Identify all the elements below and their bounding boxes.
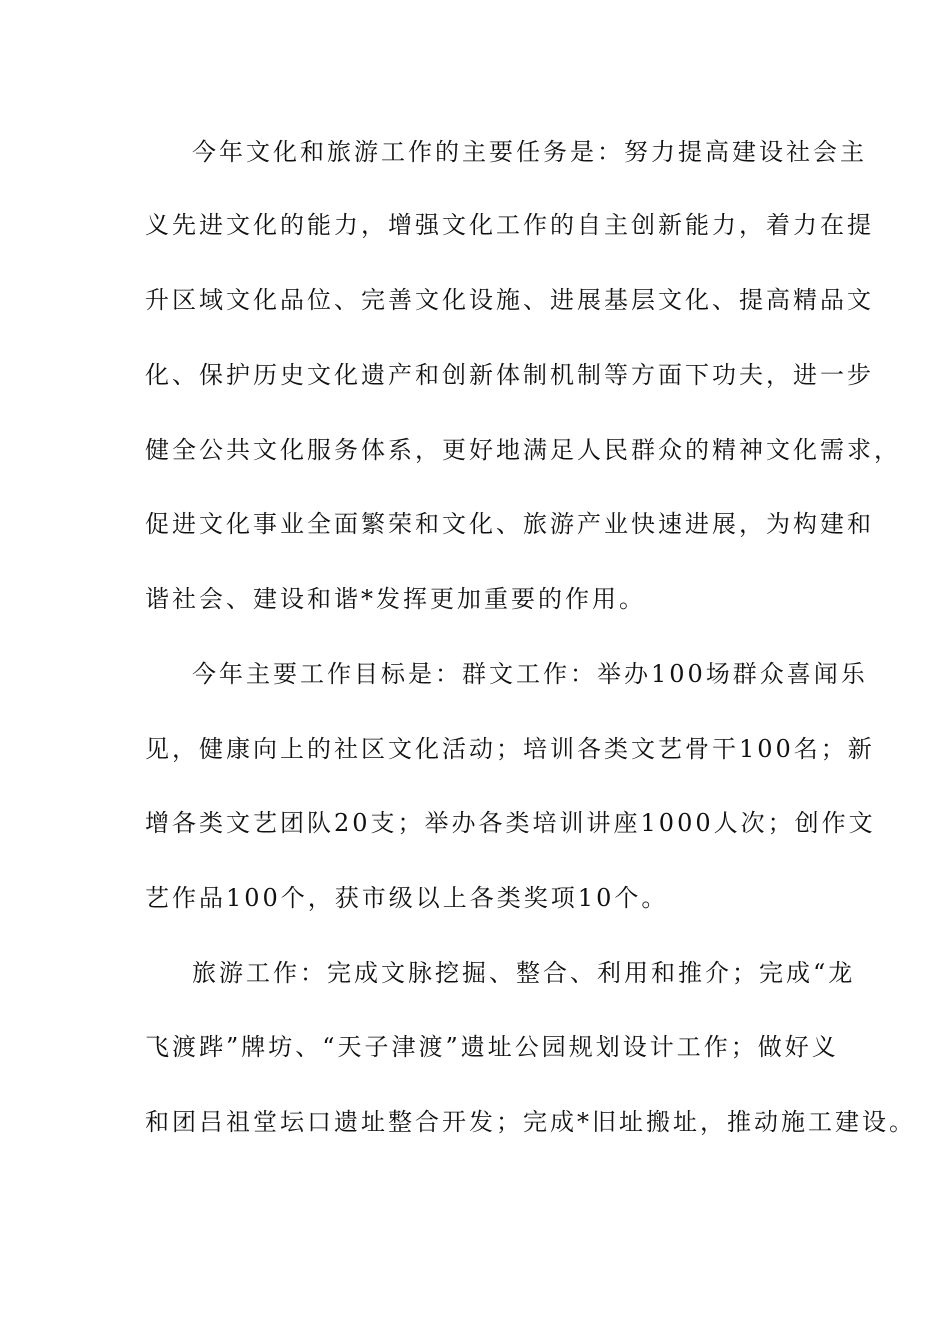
paragraph-2-line-2: 见，健康向上的社区文化活动；培训各类文艺骨干100名；新 — [145, 735, 875, 763]
paragraph-1-line-4: 化、保护历史文化遗产和创新体制机制等方面下功夫，进一步 — [145, 361, 874, 389]
paragraph-2-line-3: 增各类文艺团队20支；举办各类培训讲座1000人次；创作文 — [145, 809, 876, 837]
paragraph-3-line-2: 飞渡跸”牌坊、“天子津渡”遗址公园规划设计工作；做好义 — [145, 1033, 839, 1061]
paragraph-1-line-2: 义先进文化的能力，增强文化工作的自主创新能力，着力在提 — [145, 211, 874, 239]
paragraph-3-line-1: 旅游工作：完成文脉挖掘、整合、利用和推介；完成“龙 — [192, 959, 856, 987]
paragraph-1-line-3: 升区域文化品位、完善文化设施、进展基层文化、提高精品文 — [145, 286, 874, 314]
paragraph-1-line-5: 健全公共文化服务体系，更好地满足人民群众的精神文化需求， — [145, 436, 901, 464]
paragraph-2-line-4: 艺作品100个，获市级以上各类奖项10个。 — [145, 884, 669, 912]
paragraph-3-line-3: 和团吕祖堂坛口遗址整合开发；完成*旧址搬址，推动施工建设。 — [145, 1108, 916, 1136]
paragraph-1-line-1: 今年文化和旅游工作的主要任务是：努力提高建设社会主 — [192, 138, 867, 166]
paragraph-1-line-6: 促进文化事业全面繁荣和文化、旅游产业快速进展，为构建和 — [145, 510, 874, 538]
paragraph-2-line-1: 今年主要工作目标是：群文工作：举办100场群众喜闻乐 — [192, 660, 868, 688]
paragraph-1-line-7: 谐社会、建设和谐*发挥更加重要的作用。 — [145, 585, 646, 613]
